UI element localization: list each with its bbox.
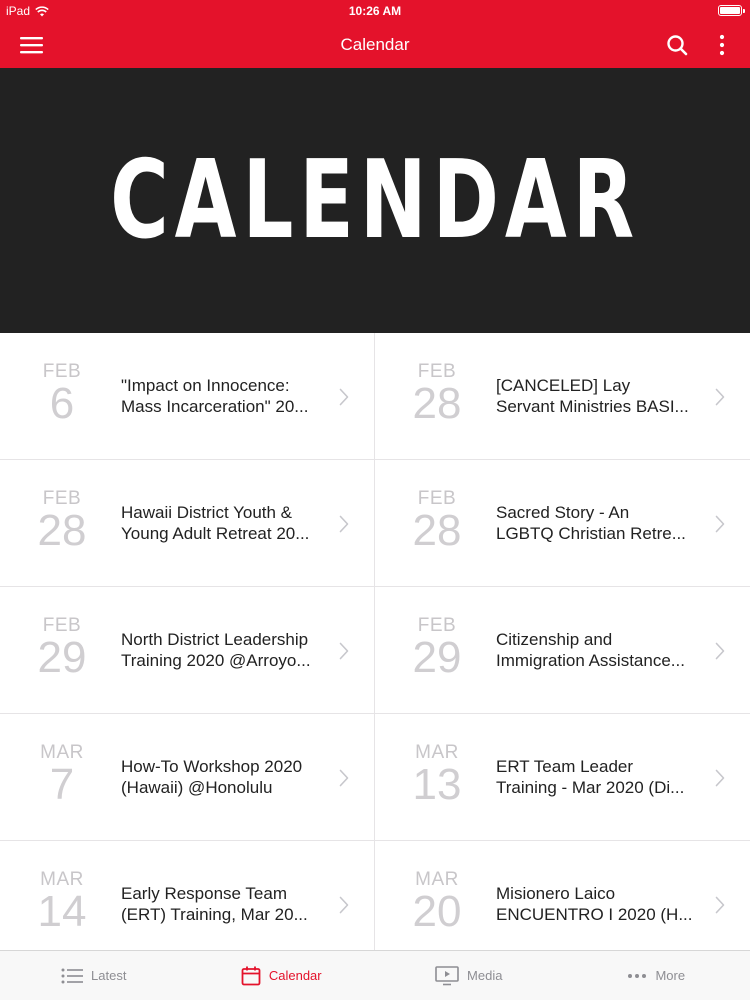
event-month: FEB	[417, 488, 457, 509]
event-title-line-2: Training - Mar 2020 (Di...	[496, 778, 685, 797]
tab-latest[interactable]	[0, 951, 188, 1000]
tab-media-label: Media	[467, 968, 503, 983]
event-title	[496, 756, 702, 798]
event-title	[496, 502, 702, 544]
chevron-right-icon	[715, 769, 725, 787]
event-title-line-1: ERT Team Leader	[496, 757, 634, 776]
event-title-line-1: Citizenship and	[496, 630, 613, 649]
chevron-right-icon	[715, 515, 725, 533]
event-title	[121, 502, 327, 544]
event-month: MAR	[415, 742, 459, 763]
event-day: 14	[37, 887, 87, 936]
event-day: 20	[412, 887, 462, 936]
event-day: 13	[412, 760, 462, 809]
tab-more-label: More	[655, 968, 686, 983]
event-title-line-1: How-To Workshop 2020	[121, 757, 303, 776]
event-title-line-1: [CANCELED] Lay	[496, 376, 631, 395]
list-icon	[61, 968, 83, 984]
event-title-line-1: Early Response Team	[121, 884, 287, 903]
banner-title: CALENDAR	[109, 137, 641, 263]
event-month: MAR	[415, 869, 459, 890]
more-options-icon[interactable]	[718, 34, 726, 56]
media-icon	[435, 966, 459, 986]
event-item[interactable]	[0, 460, 375, 587]
event-title-line-2: ENCUENTRO I 2020 (H...	[496, 905, 693, 924]
nav-bar	[0, 22, 750, 68]
event-item[interactable]	[375, 333, 750, 460]
chevron-right-icon	[339, 515, 349, 533]
chevron-right-icon	[339, 769, 349, 787]
page-title: Calendar	[340, 35, 410, 54]
event-title-line-1: North District Leadership	[121, 630, 309, 649]
event-item[interactable]	[375, 714, 750, 841]
event-title	[121, 629, 327, 671]
event-item[interactable]	[375, 841, 750, 950]
event-month: FEB	[42, 361, 82, 382]
event-title-line-2: LGBTQ Christian Retre...	[496, 524, 686, 543]
event-month: FEB	[42, 488, 82, 509]
event-title	[496, 629, 702, 671]
tab-calendar-label: Calendar	[268, 968, 322, 983]
status-time: 10:26 AM	[348, 4, 402, 18]
tab-more[interactable]	[563, 951, 750, 1000]
search-icon[interactable]	[666, 34, 688, 56]
event-title	[496, 375, 702, 417]
event-title-line-1: "Impact on Innocence:	[121, 376, 290, 395]
calendar-icon	[241, 966, 261, 986]
tab-latest-label: Latest	[91, 968, 127, 983]
event-month: MAR	[40, 869, 84, 890]
event-title-line-2: (Hawaii) @Honolulu	[121, 778, 273, 797]
event-month: FEB	[417, 361, 457, 382]
event-title	[121, 756, 327, 798]
event-day: 29	[37, 633, 87, 682]
chevron-right-icon	[339, 896, 349, 914]
event-day: 7	[49, 760, 75, 809]
event-title-line-2: Immigration Assistance...	[496, 651, 685, 670]
event-title-line-2: Young Adult Retreat 20...	[121, 524, 310, 543]
event-item[interactable]	[0, 714, 375, 841]
event-title-line-1: Sacred Story - An	[496, 503, 630, 522]
event-title-line-2: Training 2020 @Arroyo...	[121, 651, 311, 670]
event-title-line-2: Servant Ministries BASI...	[496, 397, 689, 416]
event-day: 29	[412, 633, 462, 682]
event-item[interactable]	[0, 333, 375, 460]
event-day: 28	[412, 506, 462, 555]
calendar-banner	[0, 68, 750, 333]
tab-bar	[0, 950, 750, 1000]
event-month: MAR	[40, 742, 84, 763]
event-title-line-2: Mass Incarceration" 20...	[121, 397, 309, 416]
event-item[interactable]	[375, 587, 750, 714]
event-title	[496, 883, 702, 925]
event-title	[121, 883, 327, 925]
event-day: 6	[49, 379, 75, 428]
battery-icon	[718, 5, 742, 16]
tab-media[interactable]	[375, 951, 563, 1000]
chevron-right-icon	[715, 896, 725, 914]
event-month: FEB	[42, 615, 82, 636]
event-item[interactable]	[375, 460, 750, 587]
chevron-right-icon	[715, 642, 725, 660]
events-grid	[0, 333, 750, 950]
more-dots-icon	[627, 973, 647, 979]
event-day: 28	[37, 506, 87, 555]
event-title-line-1: Hawaii District Youth &	[121, 503, 293, 522]
event-day: 28	[412, 379, 462, 428]
event-item[interactable]	[0, 841, 375, 950]
device-label: iPad	[6, 4, 31, 18]
chevron-right-icon	[715, 388, 725, 406]
event-title	[121, 375, 327, 417]
event-title-line-2: (ERT) Training, Mar 20...	[121, 905, 308, 924]
event-item[interactable]	[0, 587, 375, 714]
chevron-right-icon	[339, 642, 349, 660]
status-bar	[0, 0, 750, 22]
event-title-line-1: Misionero Laico	[496, 884, 616, 903]
event-month: FEB	[417, 615, 457, 636]
chevron-right-icon	[339, 388, 349, 406]
tab-calendar[interactable]	[188, 951, 376, 1000]
